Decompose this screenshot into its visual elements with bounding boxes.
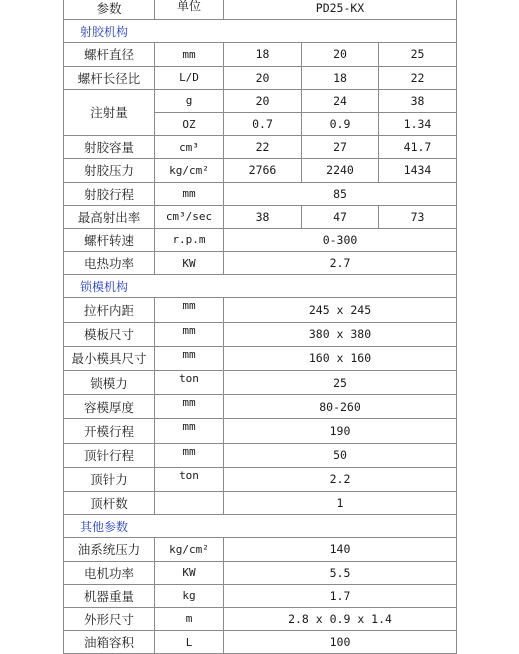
table-row bbox=[64, 252, 457, 275]
table-row bbox=[64, 43, 457, 66]
section-row bbox=[64, 515, 457, 538]
param-label: 顶杆数 bbox=[64, 491, 155, 514]
value-cell: 50 bbox=[224, 443, 457, 467]
param-label: 机器重量 bbox=[64, 584, 155, 607]
table-row bbox=[64, 538, 457, 561]
section-row bbox=[64, 20, 457, 43]
table-row bbox=[64, 89, 457, 112]
table-row bbox=[64, 182, 457, 205]
unit-cell: ton bbox=[155, 467, 224, 491]
param-label: 射胶容量 bbox=[64, 136, 155, 159]
value-cell: 1.7 bbox=[224, 584, 457, 607]
value-cell: 18 bbox=[224, 43, 302, 66]
table-row bbox=[64, 205, 457, 228]
param-label: 电热功率 bbox=[64, 252, 155, 275]
param-label: 油系统压力 bbox=[64, 538, 155, 561]
value-cell: 0-300 bbox=[224, 228, 457, 251]
param-label: 外形尺寸 bbox=[64, 607, 155, 630]
param-label: 射胶压力 bbox=[64, 159, 155, 182]
value-cell: 25 bbox=[379, 43, 457, 66]
table-row bbox=[64, 584, 457, 607]
value-cell: 24 bbox=[302, 89, 379, 112]
model-header: PD25-KX bbox=[224, 0, 457, 20]
table-row bbox=[64, 443, 457, 467]
table-row bbox=[64, 159, 457, 182]
table-row bbox=[64, 395, 457, 419]
unit-cell: L/D bbox=[155, 66, 224, 89]
value-cell: 22 bbox=[379, 66, 457, 89]
table-row bbox=[64, 322, 457, 346]
param-label: 拉杆内距 bbox=[64, 298, 155, 322]
param-label: 最高射出率 bbox=[64, 205, 155, 228]
value-cell: 27 bbox=[302, 136, 379, 159]
unit-cell: kg/cm² bbox=[155, 538, 224, 561]
param-label: 模板尺寸 bbox=[64, 322, 155, 346]
value-cell: 38 bbox=[224, 205, 302, 228]
table-row bbox=[64, 371, 457, 395]
value-cell: 1 bbox=[224, 491, 457, 514]
unit-cell: kg bbox=[155, 584, 224, 607]
value-cell: 18 bbox=[302, 66, 379, 89]
unit-cell: KW bbox=[155, 561, 224, 584]
value-cell: 85 bbox=[224, 182, 457, 205]
value-cell: 22 bbox=[224, 136, 302, 159]
param-label: 开模行程 bbox=[64, 419, 155, 443]
value-cell: 2766 bbox=[224, 159, 302, 182]
param-label: 最小模具尺寸 bbox=[64, 346, 155, 370]
param-header: 参数 bbox=[64, 0, 155, 20]
unit-cell: L bbox=[155, 631, 224, 654]
unit-cell: ton bbox=[155, 371, 224, 395]
value-cell: 0.9 bbox=[302, 112, 379, 135]
unit-cell: cm³ bbox=[155, 136, 224, 159]
param-label: 顶针力 bbox=[64, 467, 155, 491]
value-cell: 41.7 bbox=[379, 136, 457, 159]
table-row bbox=[64, 561, 457, 584]
unit-cell: m bbox=[155, 607, 224, 630]
value-cell: 20 bbox=[302, 43, 379, 66]
table-row bbox=[64, 298, 457, 322]
section-title-clamping: 锁模机构 bbox=[64, 275, 457, 298]
value-cell: 5.5 bbox=[224, 561, 457, 584]
unit-cell: mm bbox=[155, 346, 224, 370]
param-label: 油箱容积 bbox=[64, 631, 155, 654]
unit-cell: cm³/sec bbox=[155, 205, 224, 228]
value-cell: 2.2 bbox=[224, 467, 457, 491]
value-cell: 25 bbox=[224, 371, 457, 395]
unit-cell: mm bbox=[155, 182, 224, 205]
table-row bbox=[64, 136, 457, 159]
param-label: 顶针行程 bbox=[64, 443, 155, 467]
table-row bbox=[64, 467, 457, 491]
table-row bbox=[64, 346, 457, 370]
table-row bbox=[64, 228, 457, 251]
unit-cell: r.p.m bbox=[155, 228, 224, 251]
unit-cell: mm bbox=[155, 43, 224, 66]
table-row bbox=[64, 491, 457, 514]
value-cell: 1434 bbox=[379, 159, 457, 182]
value-cell: 20 bbox=[224, 66, 302, 89]
value-cell: 2.7 bbox=[224, 252, 457, 275]
unit-cell: mm bbox=[155, 322, 224, 346]
value-cell: 80-260 bbox=[224, 395, 457, 419]
section-title-injection: 射胶机构 bbox=[64, 20, 457, 43]
param-label: 注射量 bbox=[64, 89, 155, 135]
spec-table bbox=[63, 0, 457, 654]
value-cell: 73 bbox=[379, 205, 457, 228]
param-label: 容模厚度 bbox=[64, 395, 155, 419]
unit-cell: mm bbox=[155, 419, 224, 443]
param-label: 螺杆长径比 bbox=[64, 66, 155, 89]
param-label: 锁模力 bbox=[64, 371, 155, 395]
unit-cell: mm bbox=[155, 443, 224, 467]
value-cell: 2.8 x 0.9 x 1.4 bbox=[224, 607, 457, 630]
value-cell: 160 x 160 bbox=[224, 346, 457, 370]
table-row bbox=[64, 66, 457, 89]
value-cell: 100 bbox=[224, 631, 457, 654]
unit-cell: KW bbox=[155, 252, 224, 275]
header-row bbox=[64, 0, 457, 20]
unit-cell bbox=[155, 491, 224, 514]
section-title-other: 其他参数 bbox=[64, 515, 457, 538]
unit-cell: mm bbox=[155, 298, 224, 322]
value-cell: 1.34 bbox=[379, 112, 457, 135]
param-label: 螺杆转速 bbox=[64, 228, 155, 251]
table-row bbox=[64, 631, 457, 654]
value-cell: 190 bbox=[224, 419, 457, 443]
value-cell: 2240 bbox=[302, 159, 379, 182]
value-cell: 20 bbox=[224, 89, 302, 112]
value-cell: 245 x 245 bbox=[224, 298, 457, 322]
unit-header: 单位 bbox=[155, 0, 224, 20]
param-label: 螺杆直径 bbox=[64, 43, 155, 66]
unit-cell: OZ bbox=[155, 112, 224, 135]
unit-cell: mm bbox=[155, 395, 224, 419]
table-row bbox=[64, 419, 457, 443]
param-label: 射胶行程 bbox=[64, 182, 155, 205]
value-cell: 0.7 bbox=[224, 112, 302, 135]
param-label: 电机功率 bbox=[64, 561, 155, 584]
value-cell: 140 bbox=[224, 538, 457, 561]
unit-cell: kg/cm² bbox=[155, 159, 224, 182]
value-cell: 380 x 380 bbox=[224, 322, 457, 346]
section-row bbox=[64, 275, 457, 298]
table-row bbox=[64, 607, 457, 630]
unit-cell: g bbox=[155, 89, 224, 112]
value-cell: 47 bbox=[302, 205, 379, 228]
value-cell: 38 bbox=[379, 89, 457, 112]
